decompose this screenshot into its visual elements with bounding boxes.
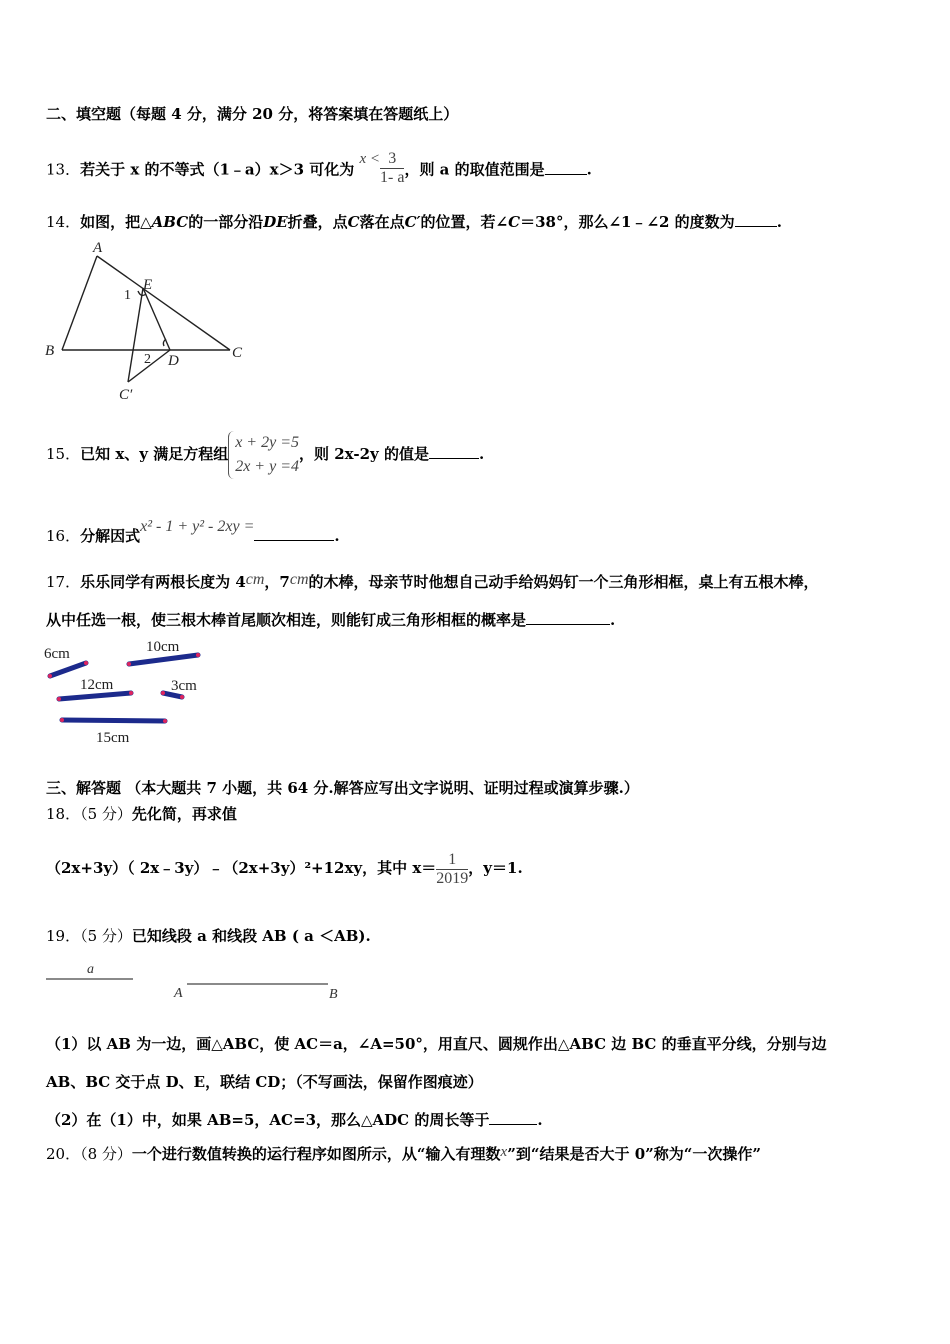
- q14-text5: 的位置，若∠: [420, 213, 509, 231]
- q13-frac-num: 3: [380, 150, 404, 169]
- fig-label-d: D: [168, 353, 179, 369]
- q19-segments-figure: [40, 958, 350, 1004]
- fig-label-b: B: [45, 343, 55, 359]
- stick-label-15cm: 15cm: [96, 730, 130, 746]
- q13-frac-den: 1- a: [380, 169, 405, 186]
- stick-15cm-end-a: [60, 718, 64, 722]
- q15-answer-blank[interactable]: [429, 444, 479, 459]
- q20-text1: 一个进行数值转换的运行程序如图所示，从“输入有理数: [131, 1145, 501, 1163]
- question-16: [46, 518, 340, 547]
- q20-points: （8 分）: [80, 1145, 132, 1163]
- q18-text: 先化简，再求值: [131, 805, 237, 823]
- q18-fraction: [436, 851, 468, 888]
- q14-number: 14．: [46, 213, 81, 231]
- q17-text3: 的木棒，母亲节时他想自己动手给妈妈钉一个三角形相框，桌上有五根木棒，: [308, 573, 819, 591]
- q18-frac-num: 1: [436, 851, 468, 870]
- stick-3cm-end-a: [161, 691, 165, 695]
- q13-number: 13．: [46, 160, 81, 179]
- q15-text1: 已知 x、y 满足方程组: [80, 445, 229, 463]
- stick-15cm-end-b: [163, 719, 167, 723]
- q16-number: 16．: [46, 527, 81, 545]
- q14-text4: 落在点: [359, 213, 405, 231]
- q17-end: .: [610, 611, 616, 629]
- q19-points: （5 分）: [80, 927, 132, 945]
- q15-number: 15．: [46, 445, 81, 463]
- q16-expression: x² - 1 + y² - 2xy =: [140, 518, 255, 535]
- fig-label-angle-1: 1: [124, 288, 131, 303]
- question-17-line1: [46, 572, 819, 593]
- q14-c: C: [347, 213, 360, 231]
- q15-equation-system: [228, 431, 299, 479]
- q15-eq1: x + 2y =5: [235, 434, 299, 451]
- question-18-expression: [46, 842, 523, 894]
- fig-angle-2-arc: [163, 339, 166, 346]
- q14-end: .: [776, 213, 782, 231]
- q16-text1: 分解因式: [80, 527, 141, 545]
- q20-x: x: [500, 1144, 508, 1160]
- q17-text1: 乐乐同学有两根长度为 4: [80, 573, 246, 591]
- stick-label-6cm: 6cm: [44, 646, 70, 662]
- q17-cm2: cm: [289, 571, 309, 588]
- question-20: [46, 1144, 761, 1165]
- q18-expr: （2x+3y）（ 2x﹣3y）﹣（2x+3y）²+12xy，其中 x＝: [46, 859, 437, 877]
- q17-sticks-figure: [40, 636, 220, 748]
- q20-text2: ”到“结果是否大于 0”称为“一次操作”: [507, 1145, 762, 1163]
- q13-fraction: [380, 150, 404, 187]
- q14-text1: 如图，把△: [80, 213, 152, 231]
- stick-6cm: [50, 663, 86, 676]
- q14-de: DE: [263, 213, 288, 231]
- question-15: [46, 428, 484, 480]
- q13-answer-blank[interactable]: [545, 160, 587, 175]
- q14-answer-blank[interactable]: [735, 212, 777, 227]
- q13-text2: ，则 a 的取值范围是: [404, 160, 545, 179]
- question-19-part1-line2: AB、BC 交于点 D、E，联结 CD；（不写画法，保留作图痕迹）: [46, 1073, 483, 1091]
- q14-text2: 的一部分沿: [188, 213, 264, 231]
- q13-inequality-lhs: x <: [359, 150, 381, 167]
- q19-answer-blank[interactable]: [489, 1110, 537, 1125]
- fig-label-e: E: [143, 277, 153, 293]
- stick-3cm-end-b: [180, 695, 184, 699]
- stick-10cm-end-b: [196, 653, 200, 657]
- question-13: [46, 152, 592, 189]
- q15-eq2: 2x + y =4: [235, 458, 299, 475]
- question-18-header: [46, 804, 237, 824]
- q19-part2-text: （2）在（1）中，如果 AB=5，AC=3，那么△ADC 的周长等于: [46, 1111, 490, 1129]
- fig-label-c: C: [232, 345, 243, 361]
- fig-label-c-prime: C′: [119, 387, 133, 403]
- stick-12cm: [59, 693, 131, 699]
- q17-answer-blank[interactable]: [526, 610, 610, 625]
- q16-end: .: [334, 527, 340, 545]
- stick-12cm-end-a: [57, 697, 61, 701]
- fig-label-angle-2: 2: [144, 352, 151, 367]
- q18-points: （5 分）: [80, 805, 132, 823]
- stick-10cm: [129, 655, 198, 664]
- q14-abc: ABC: [151, 213, 189, 231]
- q15-end: .: [478, 445, 485, 463]
- question-19-part1-line1: （1）以 AB 为一边，画△ABC，使 AC＝a，∠A=50°，用直尺、圆规作出△ABC 边 BC 的垂直平分线，分别与边: [46, 1035, 827, 1053]
- q14-triangle-figure: [40, 238, 255, 406]
- q17-text2: ，7: [264, 573, 290, 591]
- segment-a-point-label: A: [174, 986, 183, 1001]
- q18-frac-den: 2019: [436, 869, 469, 887]
- q19-end: .: [537, 1111, 543, 1129]
- q17-cm1: cm: [245, 571, 265, 588]
- fig-line-ab: [62, 256, 97, 350]
- q14-text6: ＝38°，那么∠1﹣∠2 的度数为: [520, 213, 735, 231]
- section3-title: 三、解答题 （本大题共 7 小题，共 64 分.解答应写出文字说明、证明过程或演算步骤.）: [46, 779, 639, 797]
- stick-label-12cm: 12cm: [80, 677, 114, 693]
- q18-number: 18．: [46, 805, 81, 823]
- q13-end: .: [586, 160, 592, 179]
- q17-number: 17．: [46, 573, 81, 591]
- stick-15cm: [62, 720, 165, 721]
- q16-answer-blank[interactable]: [254, 526, 334, 541]
- q13-text: 若关于 x 的不等式（1﹣a）x＞3 可化为: [80, 160, 355, 179]
- q19-text: 已知线段 a 和线段 AB ( a ＜AB).: [131, 927, 371, 945]
- stick-label-3cm: 3cm: [171, 678, 197, 694]
- stick-10cm-end-a: [127, 662, 131, 666]
- question-17-line2: [46, 610, 615, 630]
- stick-12cm-end-b: [129, 691, 133, 695]
- fig-label-a: A: [93, 240, 103, 256]
- section2-title: 二、填空题（每题 4 分，满分 20 分，将答案填在答题纸上）: [46, 105, 459, 123]
- q14-cprime: C′: [404, 213, 421, 231]
- segment-a-label: a: [87, 962, 94, 977]
- q14-text3: 折叠，点: [287, 213, 348, 231]
- question-19-part2: [46, 1110, 543, 1130]
- stick-6cm-end-b: [84, 661, 88, 665]
- q14-c2: C: [508, 213, 521, 231]
- stick-label-10cm: 10cm: [146, 639, 180, 655]
- q20-number: 20．: [46, 1145, 81, 1163]
- segment-b-point-label: B: [329, 987, 338, 1002]
- q15-text2: ，则 2x-2y 的值是: [299, 445, 429, 463]
- q19-number: 19．: [46, 927, 81, 945]
- q18-tail: ，y＝1.: [468, 859, 523, 877]
- question-14: [46, 212, 782, 232]
- q17-line2-text: 从中任选一根，使三根木棒首尾顺次相连，则能钉成三角形相框的概率是: [46, 611, 527, 629]
- question-19-header: [46, 926, 371, 946]
- stick-6cm-end-a: [48, 674, 52, 678]
